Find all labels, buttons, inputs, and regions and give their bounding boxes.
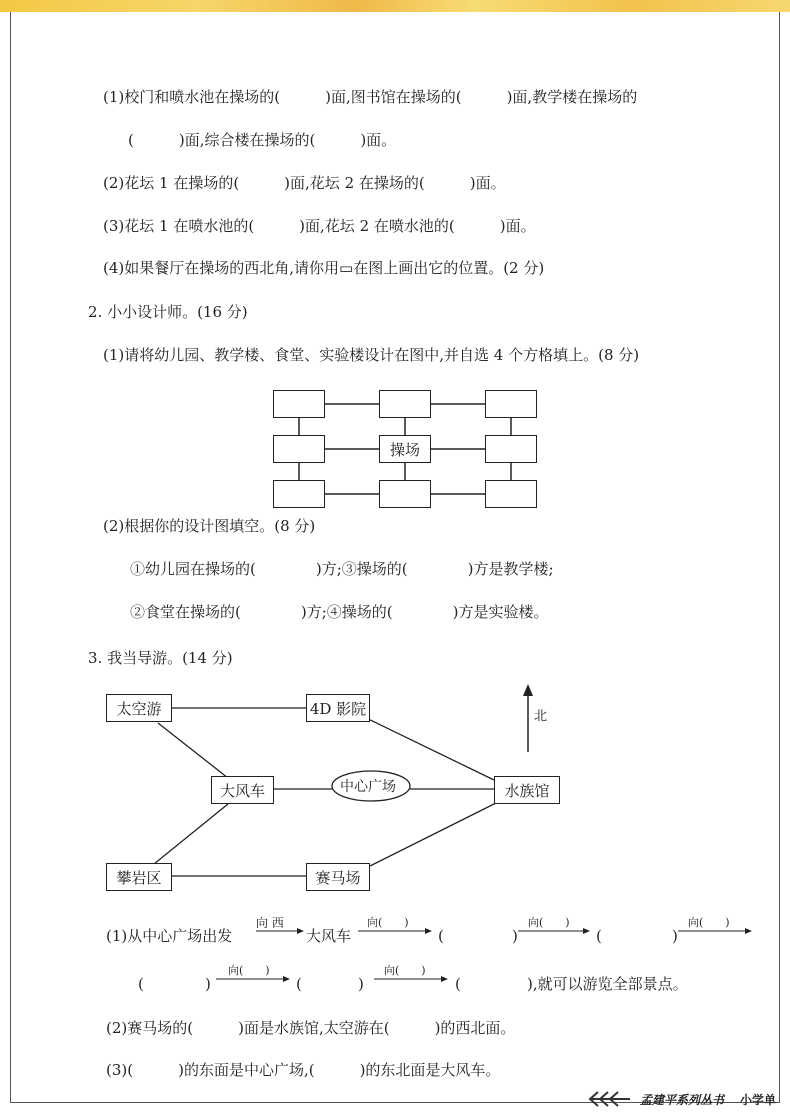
route-blank-6-open: ( [455,975,461,993]
q3-sub1-place: 大风车 [306,927,352,945]
footer-level: 小学单 [740,1093,777,1107]
q1-line1: (1)校门和喷水池在操场的( )面,图书馆在操场的( )面,教学楼在操场的 [103,88,638,106]
place-central-square-label: 中心广场 [340,779,396,795]
q3-sub2: (2)赛马场的( )面是水族馆,太空游在( )的西北面。 [106,1019,516,1037]
place-taikongyou-label: 太空游 [116,699,162,718]
q3-sub1-end: ),就可以游览全部景点。 [527,975,688,993]
q1-line5: (4)如果餐厅在操场的西北角,请你用▭在图上画出它的位置。(2 分) [103,259,545,277]
route-dir-2: 向( ) [367,916,409,929]
playground-label: 操场 [389,440,420,459]
footer-series: 孟建平系列丛书 [640,1093,725,1107]
place-climbing-area-label: 攀岩区 [116,868,162,887]
route-blank-2-close: ) [512,927,518,945]
route-blank-5-open: ( [296,975,302,993]
q2-fill1: ①幼儿园在操场的( )方;③操场的( )方是教学楼; [130,560,554,578]
q2-title: 2. 小小设计师。(16 分) [88,303,248,321]
route-blank-3-open: ( [596,927,602,945]
place-dafengche-label: 大风车 [219,781,265,800]
route-dir-3: 向( ) [528,916,570,929]
q1-line4: (3)花坛 1 在喷水池的( )面,花坛 2 在喷水池的( )面。 [103,217,536,235]
route-dir-5: 向( ) [228,964,270,977]
q3-sub1-start: (1)从中心广场出发 [106,927,233,945]
q1-line2: ( )面,综合楼在操场的( )面。 [128,131,397,149]
route-blank-4-close-prev: ( [138,975,144,993]
place-aquarium-label: 水族馆 [504,781,550,800]
north-label: 北 [534,709,548,724]
q2-sub2: (2)根据你的设计图填空。(8 分) [103,517,316,535]
q3-sub3: (3)( )的东面是中心广场,( )的东北面是大风车。 [106,1061,501,1079]
route-blank-4-close: ) [205,975,211,993]
place-racecourse-label: 赛马场 [315,868,361,887]
q2-fill2: ②食堂在操场的( )方;④操场的( )方是实验楼。 [130,603,549,621]
q2-sub1: (1)请将幼儿园、教学楼、食堂、实验楼设计在图中,并自选 4 个方格填上。(8 分) [103,346,640,364]
route-dir-4: 向( ) [688,916,730,929]
route-dir-6: 向( ) [384,964,426,977]
route-blank-3-close: ) [672,927,678,945]
route-dir-west: 向 西 [256,916,284,930]
route-blank-5-close: ) [358,975,364,993]
q3-title: 3. 我当导游。(14 分) [88,649,233,667]
route-blank-2-open: ( [438,927,444,945]
place-4d-cinema-label: 4D 影院 [309,699,367,718]
q1-line3: (2)花坛 1 在操场的( )面,花坛 2 在操场的( )面。 [103,174,506,192]
